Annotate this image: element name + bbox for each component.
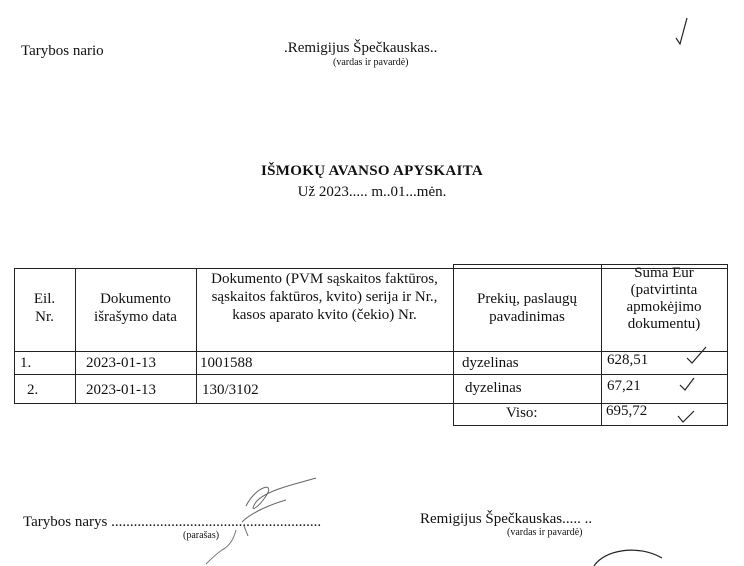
- header-left-label: Tarybos nario: [21, 43, 104, 59]
- header-date: Dokumento išrašymo data: [94, 291, 177, 325]
- total-value: 695,72: [606, 403, 648, 419]
- table-border: [75, 268, 76, 404]
- table-border: [727, 264, 728, 426]
- header-name: .Remigijus Špečkauskas..: [284, 40, 438, 56]
- table-border: [453, 264, 454, 426]
- check-mark-icon: [672, 14, 692, 48]
- row-1-doc: 1001588: [200, 355, 253, 371]
- check-mark-icon: [674, 406, 698, 426]
- check-mark-icon: [684, 344, 710, 366]
- header-sum: Suma Eur (patvirtinta apmokėjimo dokumentu): [626, 265, 702, 332]
- row-2-date: 2023-01-13: [86, 382, 156, 398]
- total-label: Viso:: [506, 405, 538, 421]
- row-2-doc: 130/3102: [202, 382, 259, 398]
- header-goods: Prekių, paslaugų pavadinimas: [477, 291, 577, 325]
- table-border: [14, 374, 728, 375]
- row-1-no: 1.: [20, 355, 32, 371]
- row-2-goods: dyzelinas: [465, 380, 522, 396]
- row-2-sum: 67,21: [607, 378, 641, 394]
- footer-left-label: Tarybos narys ........................................................: [23, 514, 322, 530]
- document-title: IŠMOKŲ AVANSO APYSKAITA: [261, 163, 483, 179]
- header-no: Eil. Nr.: [33, 291, 56, 325]
- stamp-arc-icon: [590, 544, 670, 566]
- footer-name: Remigijus Špečkauskas..... ..: [420, 511, 593, 527]
- row-1-goods: dyzelinas: [462, 355, 519, 371]
- check-mark-icon: [676, 374, 698, 394]
- header-doc: Dokumento (PVM sąskaitos faktūros, sąskaitos faktūros, kvito) serija ir Nr., kasos aparato kvito (čekio) Nr.: [211, 271, 438, 323]
- row-1-date: 2023-01-13: [86, 355, 156, 371]
- footer-name-caption: (vardas ir pavardė): [507, 527, 583, 538]
- document-period: Už 2023..... m..01...mėn.: [297, 184, 447, 200]
- row-1-sum: 628,51: [607, 352, 649, 368]
- handwritten-signature-icon: [186, 466, 326, 566]
- header-name-caption: (vardas ir pavardė): [333, 57, 409, 68]
- table-border: [14, 268, 15, 404]
- signature-caption: (parašas): [183, 530, 220, 541]
- row-2-no: 2.: [27, 382, 39, 398]
